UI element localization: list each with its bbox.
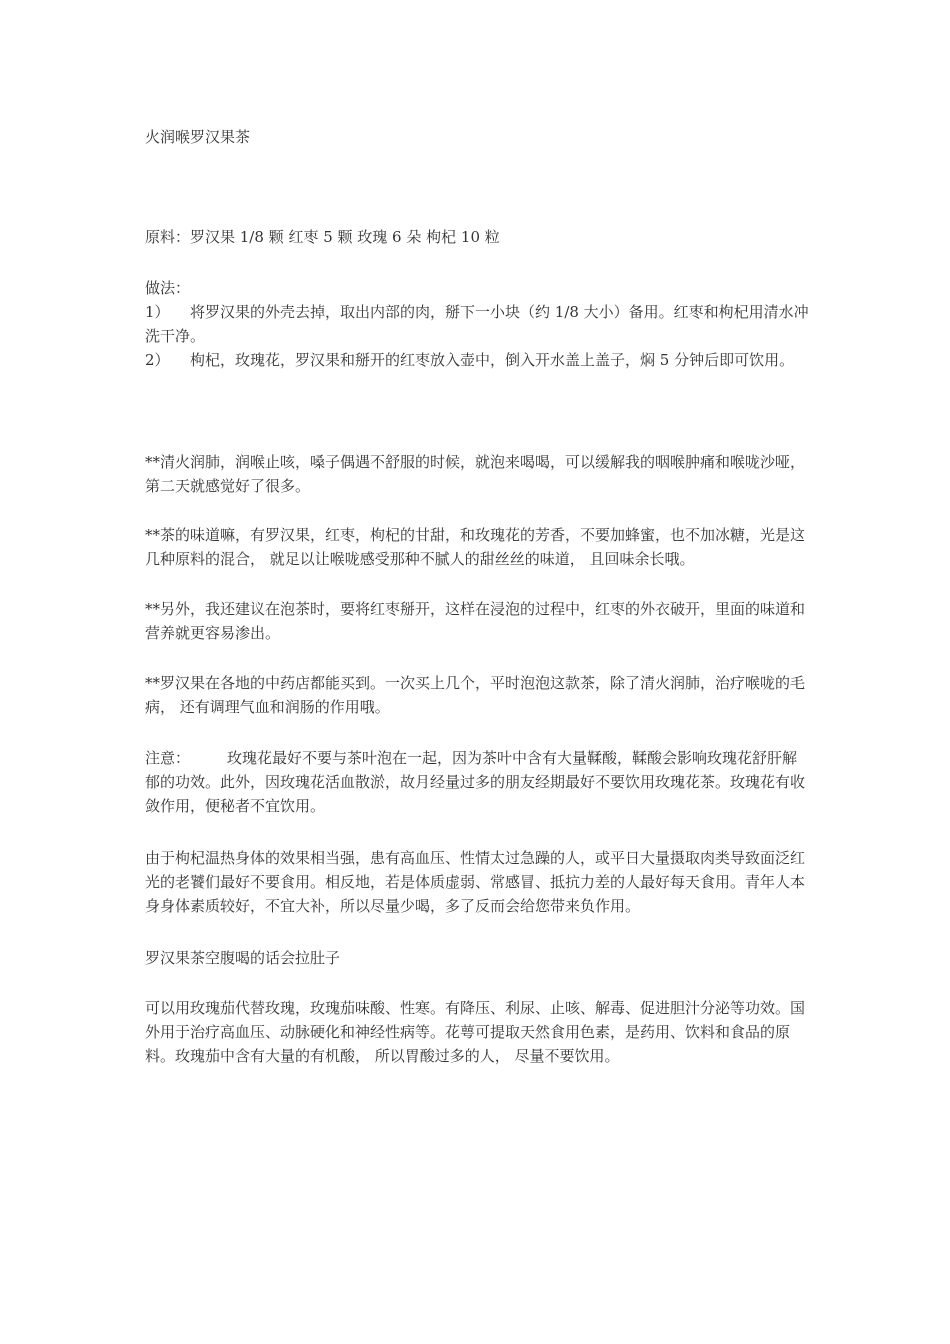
- note-label: 注意：: [145, 749, 191, 767]
- step-1: [145, 300, 810, 348]
- paragraph-benefits: **清火润肺，润喉止咳，嗓子偶遇不舒服的时候，就泡来喝喝，可以缓解我的咽喉肿痛和喉咙沙哑， 第二天就感觉好了很多。: [145, 453, 806, 495]
- step-number: 1）: [145, 303, 170, 321]
- paragraph-substitute: 可以用玫瑰茄代替玫瑰，玫瑰茄味酸、性寒。有降压、利尿、止咳、解毒、促进胆汁分泌等功效。国外用于治疗高血压、动脉硬化和神经性病等。花萼可提取天然食用色素，是药用、饮料和食品的原料。玫瑰茄中含有大量的有机酸， 所以胃酸过多的人， 尽量不要饮用。: [145, 999, 806, 1065]
- method-steps: [145, 300, 810, 372]
- document-title: 火润喉罗汉果茶: [145, 128, 251, 146]
- note-text: 玫瑰花最好不要与茶叶泡在一起，因为茶叶中含有大量鞣酸，鞣酸会影响玫瑰花舒肝解郁的功效。此外，因玫瑰花活血散淤，故月经量过多的朋友经期最好不要饮用玫瑰花茶。玫瑰花有收敛作用，便秘者不宜饮用。: [145, 749, 806, 815]
- step-text: 将罗汉果的外壳去掉，取出内部的肉，掰下一小块（约 1/8 大小）备用。红枣和枸杞用清水冲洗干净。: [145, 303, 809, 345]
- paragraph-purchase: **罗汉果在各地的中药店都能买到。一次买上几个，平时泡泡这款茶，除了清火润肺，治疗喉咙的毛病， 还有调理气血和润肠的作用哦。: [145, 674, 806, 716]
- ingredients-line: 原料：罗汉果 1/8 颗 红枣 5 颗 玫瑰 6 朵 枸杞 10 粒: [145, 228, 500, 246]
- paragraph-tip: **另外，我还建议在泡茶时，要将红枣掰开，这样在浸泡的过程中，红枣的外衣破开，里面的味道和营养就更容易渗出。: [145, 600, 806, 642]
- step-2: [145, 348, 810, 372]
- paragraph-empty-stomach: 罗汉果茶空腹喝的话会拉肚子: [145, 949, 341, 967]
- paragraph-goji-warning: 由于枸杞温热身体的效果相当强，患有高血压、性情太过急躁的人，或平日大量摄取肉类导致面泛红光的老饕们最好不要食用。相反地，若是体质虚弱、常感冒、抵抗力差的人最好每天食用。青年人本身身体素质较好，不宜大补，所以尽量少喝，多了反而会给您带来负作用。: [145, 849, 806, 915]
- method-label: 做法：: [145, 279, 191, 297]
- step-number: 2）: [145, 351, 170, 369]
- step-text: 枸杞，玫瑰花，罗汉果和掰开的红枣放入壶中，倒入开水盖上盖子，焖 5 分钟后即可饮用。: [190, 351, 795, 369]
- paragraph-taste: **茶的味道嘛，有罗汉果，红枣，枸杞的甘甜，和玫瑰花的芳香，不要加蜂蜜，也不加冰糖，光是这几种原料的混合， 就足以让喉咙感受那种不腻人的甜丝丝的味道， 且回味余长哦。: [145, 526, 806, 568]
- note-paragraph: [145, 746, 810, 818]
